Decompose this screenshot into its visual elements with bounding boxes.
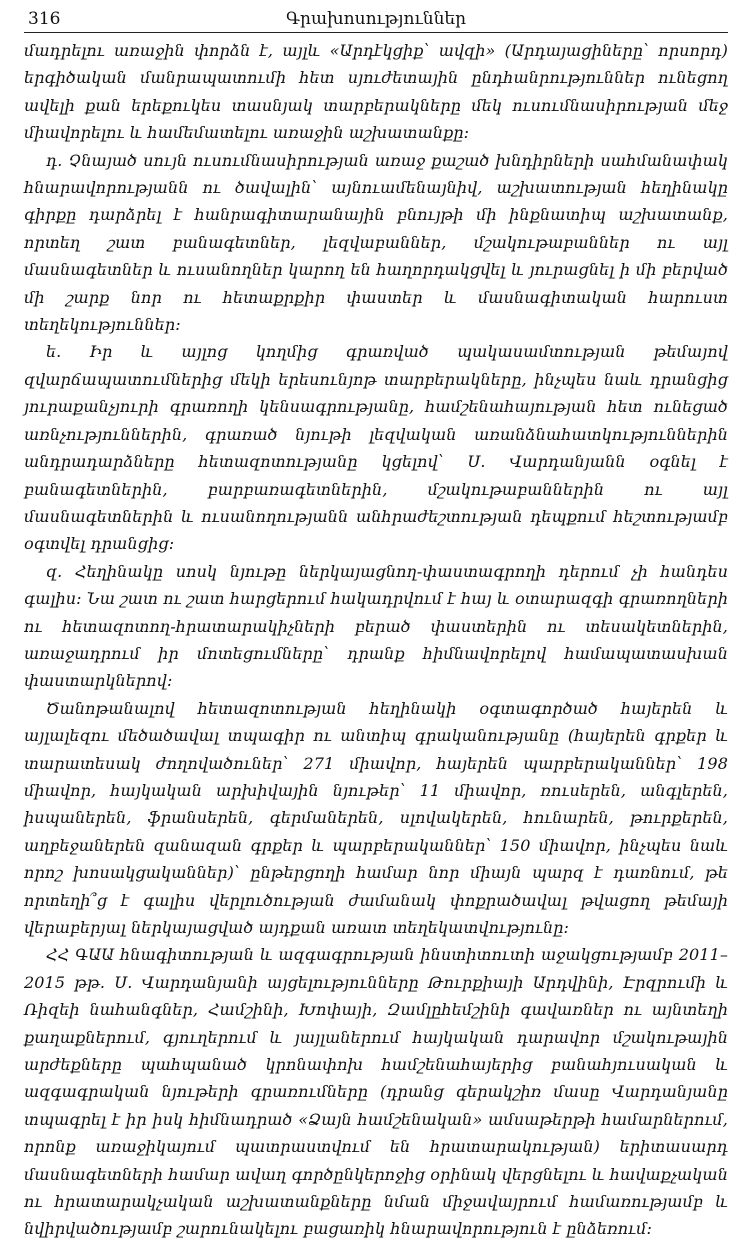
paragraph: մադրելու առաջին փորձն է, այլև «Արդէկցիք՝ ավզի» (Արդայացիները՝ որսորդ) երգիծական մանրապատումի հետ սյուժետային ընդհանրություններ ունեցող ավելի քան երեքուկես տասնյակ տարբերակները մեկ ուսումնասիրության մեջ միավորելու և համեմատելու առաջին աշխատանքը:	[24, 41, 728, 143]
page-header	[24, 6, 728, 33]
page-number: 316	[28, 9, 61, 29]
paragraph: զ. Հեղինակը սոսկ նյութը ներկայացնող-փաստագրողի դերում չի հանդես գալիս: Նա շատ ու շատ հարցերում հակադրվում է հայ և օտարազգի գրառողների ու հետազոտող-հրատարակիչների բերած փաստերին ու տեսակետներին, առաջադրում իր մոտեցումները՝ դրանք հիմնավորելով համապատասխան փաստարկներով:	[24, 561, 728, 691]
paragraph: դ. Չնայած սույն ուսումնասիրության առաջ քաշած խնդիրների սահմանափակ հնարավորությանն ու ծավալին՝ այնուամենայնիվ, աշխատության հեղինակը գիրքը դարձրել է հանրագիտարանային բնույթի մի ինքնատիպ աշխատանք, որտեղ շատ բանագետներ, լեզվաբաններ, մշակութաբաններ ու այլ մասնագետներ և ուսանողներ կարող են հաղորդակցվել և յուրացնել ի մի բերված մի շարք նոր ու հետաքրքիր փաստեր և մասնագիտական հարուստ տեղեկություններ:	[24, 150, 728, 335]
running-title: Գրախոսություններ	[285, 9, 467, 29]
paragraph: Ծանոթանալով հետազոտության հեղինակի օգտագործած հայերեն և այլալեզու մեծածավալ տպագիր ու անտիպ գրականությանը (հայերեն գրքեր և տարատեսակ ժողովածուներ՝ 271 միավոր, հայերեն պարբերականներ՝ 198 միավոր, հայկական արխիվային նյութեր՝ 11 միավոր, ռուսերեն, անգլերեն, իսպաներեն, ֆրանսերեն, գերմաներեն, սլովակերեն, հունարեն, թուրքերեն, աղբեջաներեն զանազան գրքեր և պարբերականներ՝ 150 միավոր, ինչպես նաև որոշ խոսակցականներ)՝ ընթերցողի համար նոր միայն պարզ է դառնում, թե որտեղի՞ց է գալիս վերլուծության ժամանակ փոքրածավալ թվացող թեմայի վերաբերյալ ներկայացված այդքան առատ տեղեկատվությունը:	[24, 698, 728, 937]
paragraph: ՀՀ ԳԱԱ հնագիտության և ազգագրության ինստիտուտի աջակցությամբ 2011–2015 թթ. Ս. Վարդանյանի այցելությունները Թուրքիայի Արդվինի, Էրզրումի և Ռիզեի նահանգներ, Համշինի, Խոփայի, Զամլըհեմշինի գավառներ ու այնտեղի քաղաքներում, գյուղերում և յայլաներում հայկական դարավոր մշակութային արժեքները պահպանած կրոնափոխ համշենահայերից բանահյուսական և ազգագրական նյութերի գրառումները (դրանց գերակշիռ մասը Վարդանյանը տպագրել է իր իսկ հիմնադրած «Ձայն համշենական» ամսաթերթի համարներում, որոնք առաջիկայում պատրաստվում են հրատարակության) երիտասարդ մասնագետների համար ավաղ գործընկերոջից օրինակ վերցնելու և հավաքչական ու հրատարակչական աշխատանքները նման միջավայրում համառությամբ և նվիրվածությամբ շարունակելու բացառիկ հնարավորություն է ընձեռում:	[24, 945, 728, 1239]
paragraph: ե. Իր և այլոց կողմից գրառված պակասամտության թեմայով զվարճապատումներից մեկի երեսունյոթ տարբերակները, ինչպես նաև դրանցից յուրաքանչյուրի գրառողի կենսագրությանը, համշենահայության հետ ունեցած առնչություններին, գրառած նյութի լեզվական առանձնահատկություններին անդրադարձները հետազոտությանը կցելով՝ Ս. Վարդանյանն օգնել է բանագետներին, բարբառագետներին, մշակութաբաններին ու այլ մասնագետներին և ուսանողությանն անհրաժեշտության դեպքում հեշտությամբ օգտվել դրանցից:	[24, 342, 728, 554]
body-text	[24, 37, 728, 1243]
